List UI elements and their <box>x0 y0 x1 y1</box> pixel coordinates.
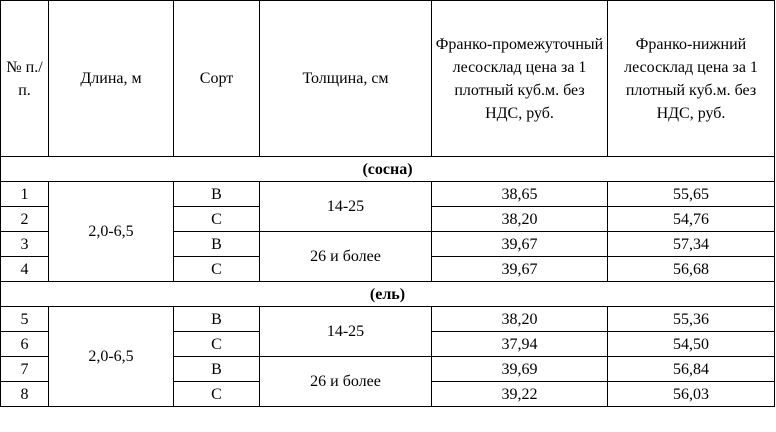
grade-cell: В <box>174 357 260 382</box>
row-number: 4 <box>1 257 49 282</box>
header-row <box>1 1 775 157</box>
price-intermediate-cell: 39,67 <box>432 232 608 257</box>
grade-cell: С <box>174 332 260 357</box>
header-number: № п./п. <box>1 1 49 157</box>
grade-cell: С <box>174 382 260 407</box>
section-title: (сосна) <box>1 157 775 182</box>
grade-cell: В <box>174 232 260 257</box>
header-thickness: Толщина, см <box>260 1 432 157</box>
thickness-cell: 26 и более <box>260 357 432 407</box>
row-number: 2 <box>1 207 49 232</box>
price-intermediate-cell: 38,20 <box>432 307 608 332</box>
row-number: 5 <box>1 307 49 332</box>
price-lower-cell: 56,03 <box>608 382 775 407</box>
price-lower-cell: 55,36 <box>608 307 775 332</box>
price-intermediate-cell: 39,22 <box>432 382 608 407</box>
thickness-cell: 14-25 <box>260 307 432 357</box>
price-lower-cell: 57,34 <box>608 232 775 257</box>
grade-cell: В <box>174 182 260 207</box>
row-number: 3 <box>1 232 49 257</box>
header-grade: Сорт <box>174 1 260 157</box>
price-lower-cell: 55,65 <box>608 182 775 207</box>
row-number: 1 <box>1 182 49 207</box>
length-cell: 2,0-6,5 <box>49 307 174 407</box>
length-cell: 2,0-6,5 <box>49 182 174 282</box>
price-intermediate-cell: 37,94 <box>432 332 608 357</box>
thickness-cell: 14-25 <box>260 182 432 232</box>
row-number: 7 <box>1 357 49 382</box>
price-intermediate-cell: 39,67 <box>432 257 608 282</box>
price-lower-cell: 54,76 <box>608 207 775 232</box>
grade-cell: С <box>174 207 260 232</box>
header-price-lower: Франко-нижний лесосклад цена за 1 плотный куб.м. без НДС, руб. <box>608 1 775 157</box>
header-length: Длина, м <box>49 1 174 157</box>
price-intermediate-cell: 38,65 <box>432 182 608 207</box>
price-lower-cell: 54,50 <box>608 332 775 357</box>
section-row-pine <box>1 157 775 182</box>
grade-cell: В <box>174 307 260 332</box>
header-price-intermediate: Франко-промежуточный лесосклад цена за 1 плотный куб.м. без НДС, руб. <box>432 1 608 157</box>
row-number: 6 <box>1 332 49 357</box>
thickness-cell: 26 и более <box>260 232 432 282</box>
grade-cell: С <box>174 257 260 282</box>
table-row <box>1 307 775 332</box>
price-intermediate-cell: 38,20 <box>432 207 608 232</box>
row-number: 8 <box>1 382 49 407</box>
price-lower-cell: 56,84 <box>608 357 775 382</box>
section-title: (ель) <box>1 282 775 307</box>
table-row <box>1 182 775 207</box>
price-intermediate-cell: 39,69 <box>432 357 608 382</box>
price-lower-cell: 56,68 <box>608 257 775 282</box>
section-row-spruce <box>1 282 775 307</box>
